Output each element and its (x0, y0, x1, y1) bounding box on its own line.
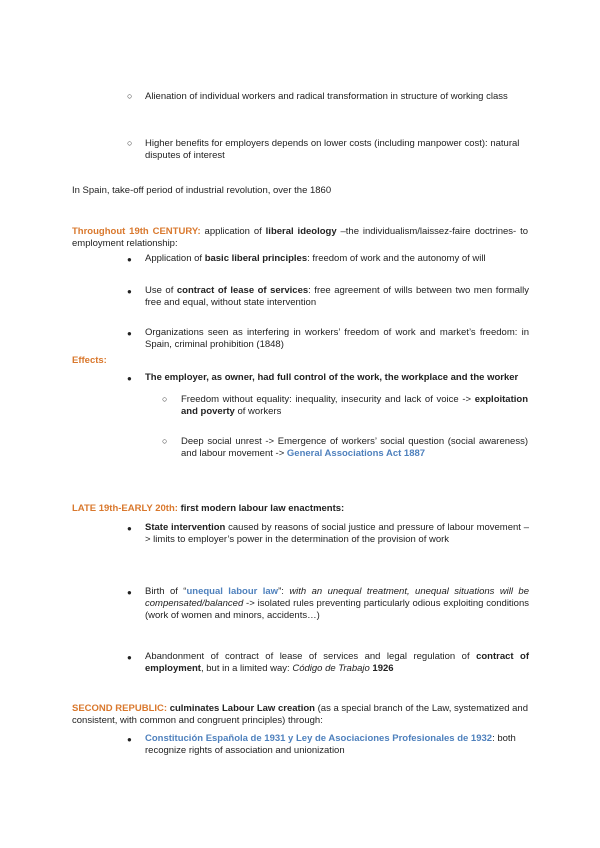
effects-heading: Effects: (72, 355, 107, 366)
filled-bullet-icon: ● (127, 287, 132, 296)
late-item-2: Birth of “unequal labour law”: with an unequal treatment, unequal situations will be compensated/balanced -> isolated rules preventing particularly odious exploiting conditions (work of women and minors, accidents…) (145, 586, 529, 621)
hollow-bullet-icon: ○ (162, 436, 168, 446)
late-heading-line: LATE 19th-EARLY 20th: first modern labour law enactments: (72, 503, 345, 514)
effects-main: The employer, as owner, had full control of the work, the workplace and the worker (145, 372, 519, 383)
filled-bullet-icon: ● (127, 735, 132, 744)
filled-bullet-icon: ● (127, 588, 132, 597)
constitution-link[interactable]: Constitución Española de 1931 y Ley de Asociaciones Profesionales de 1932 (145, 733, 493, 744)
spain-line: In Spain, take-off period of industrial revolution, over the 1860 (72, 185, 332, 196)
intro-bullet-2: Higher benefits for employers depends on lower costs (including manpower cost): natural disputes of interest (145, 138, 520, 161)
hollow-bullet-icon: ○ (162, 394, 168, 404)
hollow-bullet-icon: ○ (127, 138, 133, 148)
unequal-labour-law-link[interactable]: unequal labour law (186, 586, 279, 597)
liberal-item-3: Organizations seen as interfering in workers’ freedom of work and market’s freedom: in Spain, criminal prohibition (1848) (145, 327, 529, 350)
effects-sub-2: Deep social unrest -> Emergence of workers’ social question (social awareness) and labour movement -> General Associations Act 1887 (181, 436, 528, 459)
filled-bullet-icon: ● (127, 524, 132, 533)
liberal-item-2: Use of contract of lease of services: free agreement of wills between two men formally free and equal, without state intervention (145, 285, 529, 308)
liberal-heading: Throughout 19th CENTURY: (72, 226, 201, 237)
filled-bullet-icon: ● (127, 329, 132, 338)
intro-bullet-1: Alienation of individual workers and radical transformation in structure of working class (145, 91, 508, 102)
filled-bullet-icon: ● (127, 374, 132, 383)
hollow-bullet-icon: ○ (127, 91, 133, 101)
republic-heading: SECOND REPUBLIC: (72, 703, 168, 714)
liberal-paragraph: Throughout 19th CENTURY: application of liberal ideology –the individualism/laissez-faire doctrines- to employment relationship: (72, 226, 529, 249)
late-item-1: State intervention caused by reasons of social justice and pressure of labour movement –> limits to employer’s power in the determination of the provision of work (145, 522, 529, 545)
filled-bullet-icon: ● (127, 255, 132, 264)
effects-sub-1: Freedom without equality: inequality, insecurity and lack of voice -> exploitation and poverty of workers (181, 394, 528, 417)
late-heading: LATE 19th-EARLY 20th: (72, 503, 178, 514)
liberal-item-1: Application of basic liberal principles: freedom of work and the autonomy of will (145, 253, 486, 264)
filled-bullet-icon: ● (127, 653, 132, 662)
republic-paragraph: SECOND REPUBLIC: culminates Labour Law creation (as a special branch of the Law, systematized and consistent, with common and congruent principles) through: (72, 703, 528, 726)
republic-item: Constitución Española de 1931 y Ley de Asociaciones Profesionales de 1932: both recognize rights of association and unionization (145, 733, 516, 756)
late-item-3: Abandonment of contract of lease of services and legal regulation of contract of employment, but in a limited way: Código de Trabajo 1926 (145, 651, 530, 674)
general-associations-act-link[interactable]: General Associations Act 1887 (286, 448, 426, 459)
